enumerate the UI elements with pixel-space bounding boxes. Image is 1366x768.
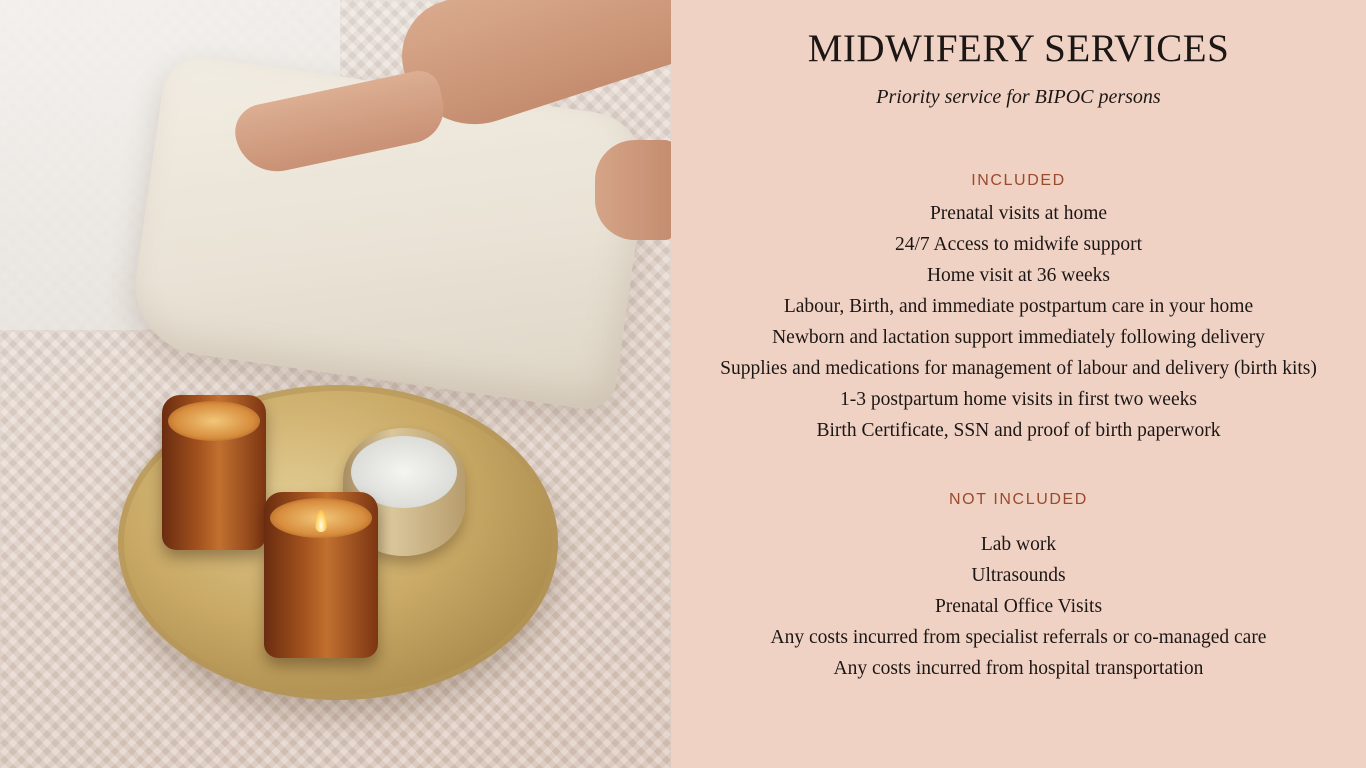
- included-list: [671, 198, 1366, 446]
- list-item: Supplies and medications for management of labour and delivery (birth kits): [720, 358, 1317, 379]
- list-item: Newborn and lactation support immediately following delivery: [772, 327, 1265, 348]
- included-heading: INCLUDED: [971, 172, 1066, 189]
- services-panel: [671, 0, 1366, 768]
- candle-wax: [270, 498, 372, 538]
- page-title: MIDWIFERY SERVICES: [807, 27, 1230, 70]
- candle-wax: [168, 401, 260, 441]
- page-subtitle: Priority service for BIPOC persons: [876, 86, 1161, 108]
- list-item: 24/7 Access to midwife support: [895, 234, 1142, 255]
- not-included-list: [671, 529, 1366, 684]
- not-included-heading: NOT INCLUDED: [949, 491, 1088, 508]
- list-item: Prenatal visits at home: [929, 203, 1108, 224]
- list-item: 1-3 postpartum home visits in first two weeks: [840, 389, 1197, 410]
- list-item: Any costs incurred from specialist referrals or co-managed care: [770, 627, 1267, 648]
- list-item: Labour, Birth, and immediate postpartum care in your home: [783, 296, 1254, 317]
- hero-photo: [0, 0, 671, 768]
- list-item: Prenatal Office Visits: [934, 596, 1103, 617]
- list-item: Lab work: [980, 534, 1057, 555]
- hand-right: [595, 140, 671, 240]
- list-item: Home visit at 36 weeks: [926, 265, 1111, 286]
- list-item: Birth Certificate, SSN and proof of birth paperwork: [816, 420, 1221, 441]
- lit-candle-jar: [264, 492, 378, 658]
- list-item: Any costs incurred from hospital transportation: [833, 658, 1204, 679]
- flame-icon: [315, 510, 327, 532]
- amber-candle-jar: [162, 395, 266, 550]
- list-item: Ultrasounds: [971, 565, 1066, 586]
